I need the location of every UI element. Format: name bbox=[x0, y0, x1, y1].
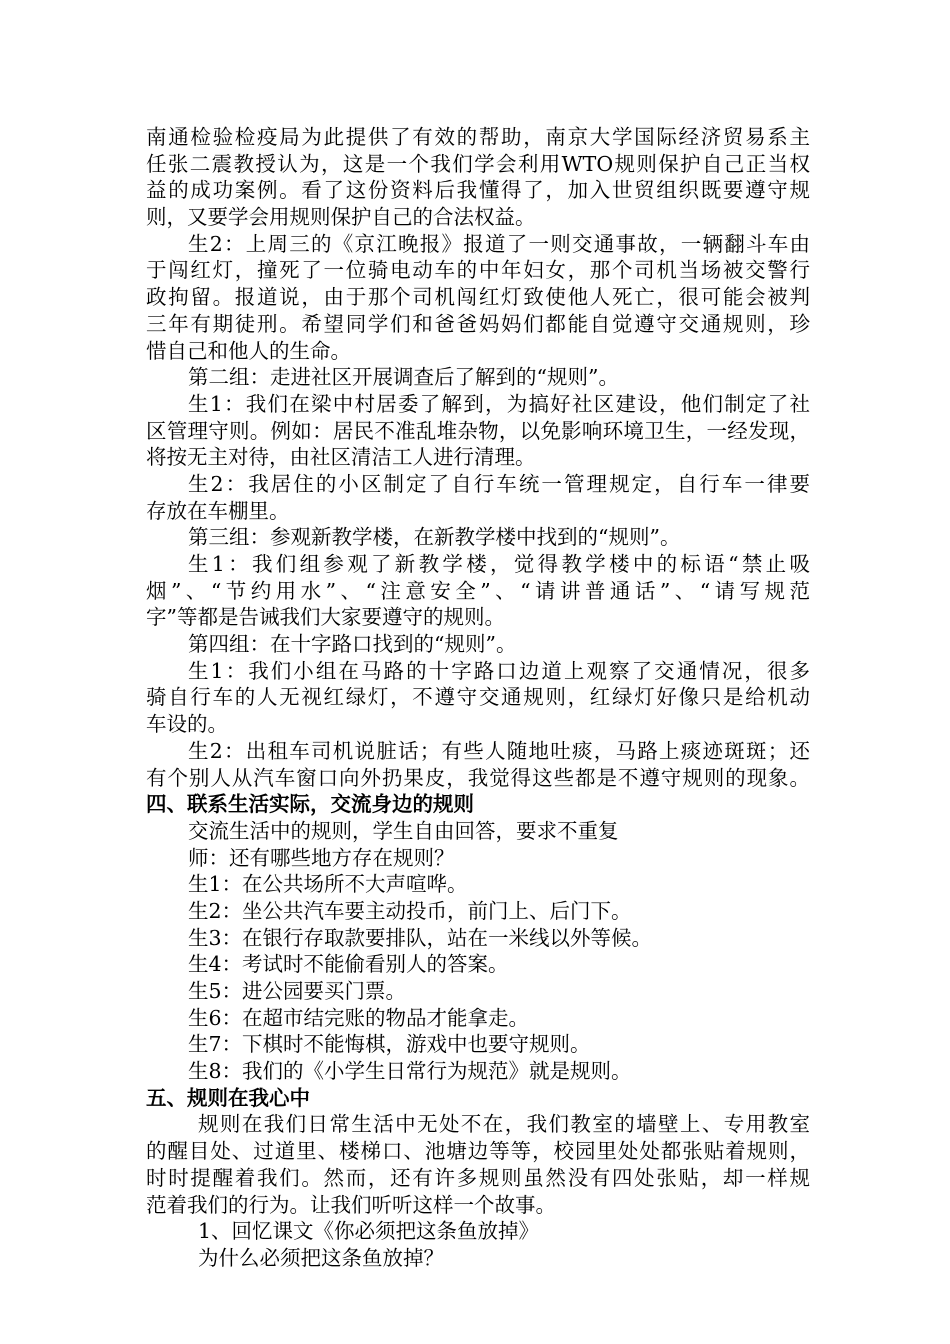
text-line: 第三组：参观新教学楼，在新教学楼中找到的“规则”。 bbox=[188, 525, 681, 550]
text-line: 生1：我们在梁中村居委了解到，为搞好社区建设，他们制定了社 bbox=[188, 391, 810, 416]
text-line: 南通检验检疫局为此提供了有效的帮助，南京大学国际经济贸易系主 bbox=[146, 125, 810, 149]
text-line: 将按无主对待，由社区清洁工人进行清理。 bbox=[146, 445, 536, 470]
text-line: 范着我们的行为。让我们听听这样一个故事。 bbox=[146, 1192, 556, 1217]
text-line: 于闯红灯，撞死了一位骑电动车的中年妇女，那个司机当场被交警行 bbox=[146, 258, 810, 283]
text-line: 三年有期徒刑。希望同学们和爸爸妈妈们都能自觉遵守交通规则，珍 bbox=[146, 311, 810, 336]
text-line: 为什么必须把这条鱼放掉？ bbox=[198, 1245, 444, 1270]
text-line: 生5：进公园要买门票。 bbox=[188, 979, 407, 1003]
text-line: 生4：考试时不能偷看别人的答案。 bbox=[188, 952, 509, 977]
text-line: 任张二震教授认为，这是一个我们学会利用WTO规则保护自己正当权 bbox=[146, 151, 810, 176]
text-line: 生1：我们组参观了新教学楼，觉得教学楼中的标语“禁止吸 bbox=[188, 552, 810, 576]
text-line: 时时提醒着我们。然而，还有许多规则虽然没有四处张贴，却一样规 bbox=[146, 1165, 810, 1190]
text-line: 生6：在超市结完账的物品才能拿走。 bbox=[188, 1005, 530, 1030]
text-line: 则，又要学会用规则保护自己的合法权益。 bbox=[146, 205, 536, 230]
text-line: 生3：在银行存取款要排队，站在一米线以外等候。 bbox=[188, 925, 653, 950]
text-line: 生1：在公共场所不大声喧哗。 bbox=[188, 872, 468, 897]
text-line: 第二组：走进社区开展调查后了解到的“规则”。 bbox=[188, 365, 619, 390]
section-heading: 四、联系生活实际，交流身边的规则 bbox=[146, 792, 474, 817]
text-line: 政拘留。报道说，由于那个司机闯红灯致使他人死亡，很可能会被判 bbox=[146, 285, 810, 310]
text-line: 有个别人从汽车窗口向外扔果皮，我觉得这些都是不遵守规则的现象。 bbox=[146, 765, 810, 790]
text-line: 字”等都是告诫我们大家要遵守的规则。 bbox=[146, 605, 505, 630]
text-line: 生7：下棋时不能悔棋，游戏中也要守规则。 bbox=[188, 1032, 591, 1057]
text-line: 第四组：在十字路口找到的“规则”。 bbox=[188, 632, 517, 657]
text-line: 区管理守则。例如：居民不准乱堆杂物，以免影响环境卫生，一经发现， bbox=[146, 418, 810, 443]
text-line: 生2：上周三的《京江晚报》报道了一则交通事故，一辆翻斗车由 bbox=[188, 231, 810, 256]
text-line: 烟”、“节约用水”、“注意安全”、“请讲普通话”、“请写规范 bbox=[146, 578, 810, 603]
text-line: 交流生活中的规则，学生自由回答，要求不重复 bbox=[188, 818, 619, 843]
text-line: 骑自行车的人无视红绿灯，不遵守交通规则，红绿灯好像只是给机动 bbox=[146, 685, 810, 710]
document-body bbox=[146, 124, 810, 1272]
text-line: 的醒目处、过道里、楼梯口、池塘边等等，校园里处处都张贴着规则， bbox=[146, 1139, 810, 1164]
text-line: 师：还有哪些地方存在规则？ bbox=[188, 845, 455, 870]
text-line: 惜自己和他人的生命。 bbox=[146, 338, 351, 363]
text-line: 生1：我们小组在马路的十字路口边道上观察了交通情况，很多 bbox=[188, 658, 810, 683]
text-line: 生2：我居住的小区制定了自行车统一管理规定，自行车一律要 bbox=[188, 471, 810, 496]
text-line: 生2：出租车司机说脏话；有些人随地吐痰，马路上痰迹斑斑；还 bbox=[188, 738, 810, 763]
text-line: 生8：我们的《小学生日常行为规范》就是规则。 bbox=[188, 1059, 632, 1084]
text-line: 存放在车棚里。 bbox=[146, 498, 290, 523]
text-line: 生2：坐公共汽车要主动投币，前门上、后门下。 bbox=[188, 898, 632, 923]
text-line: 规则在我们日常生活中无处不在，我们教室的墙壁上、专用教室 bbox=[198, 1112, 810, 1137]
section-heading: 五、规则在我心中 bbox=[146, 1085, 310, 1110]
text-line: 益的成功案例。看了这份资料后我懂得了，加入世贸组织既要遵守规 bbox=[146, 178, 810, 203]
text-line: 车设的。 bbox=[146, 712, 228, 737]
text-line: 1、回忆课文《你必须把这条鱼放掉》 bbox=[198, 1219, 540, 1244]
